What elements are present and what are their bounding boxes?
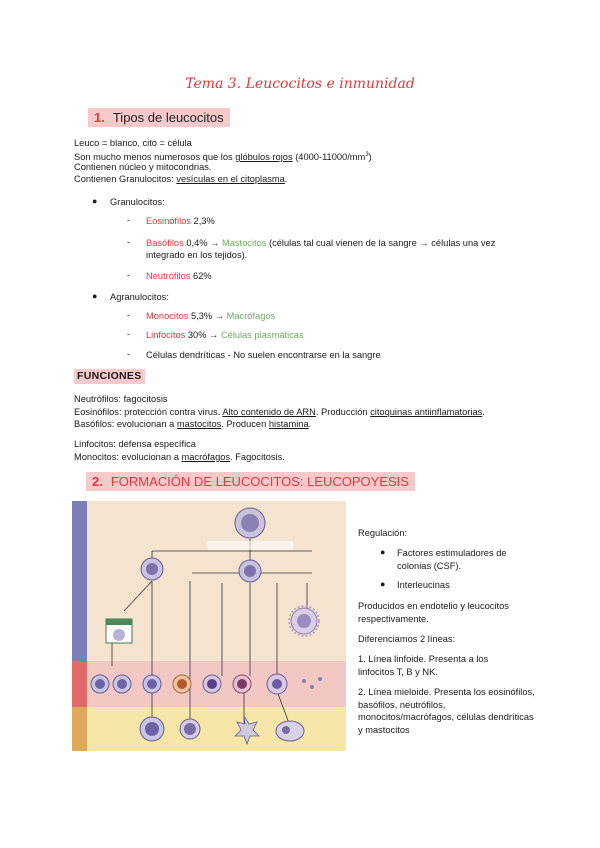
intro-globulos-rojos: glóbulos rojos (235, 152, 293, 163)
figure-diagram (72, 501, 346, 751)
bas-mid: . Producen (221, 419, 269, 429)
funcion-linfocitos: Linfocitos: defensa específica (74, 439, 196, 449)
intro-line-4-end: . (284, 174, 288, 184)
regulacion-diferenciamos: Diferenciamos 2 líneas: (358, 634, 456, 644)
funcion-monocitos (74, 451, 285, 464)
dash-marker: - (127, 329, 130, 339)
item-basofilos (146, 237, 495, 250)
dash-marker: - (127, 270, 130, 280)
item-neutrofilos (146, 270, 212, 283)
linfocitos-value: 30% → (185, 330, 221, 340)
eos-citoquinas: citoquinas antiinflamatorias (370, 407, 483, 417)
section-1-heading (88, 108, 230, 127)
bas-end: . (308, 419, 312, 429)
section-1-number: 1. (94, 110, 105, 125)
agranulocitos-label: Agranulocitos: (110, 292, 169, 302)
linea-mieloide: 2. Línea mieloide. Presenta los eosinófilos, basófilos, neutrófilos, monocitos/macrófagos, células dendríticas y mastocitos (358, 687, 535, 735)
funciones-heading: FUNCIONES (74, 369, 145, 384)
regulacion-label: Regulación: (358, 528, 408, 538)
item-monocitos (146, 310, 275, 323)
eos-mid: . Producción (315, 407, 371, 417)
intro-line-1: Leuco = blanco, cito = célula (74, 138, 192, 148)
basofilos-note-2: integrado en los tejidos). (146, 250, 248, 260)
bas-text: Basófilos: evolucionan a (74, 419, 177, 429)
eos-arn: Alto contenido de ARN (222, 407, 316, 417)
section-2-label: FORMACIÓN DE LEUCOCITOS: LEUCOPOYESIS (110, 474, 409, 489)
regulacion-csf: Factores estimuladores de colonias (CSF). (397, 548, 507, 571)
eos-text: Eosinófilos: protección contra virus. (74, 407, 223, 417)
neutrofilos-name: Neutrófilos (146, 271, 191, 281)
dash-marker: - (127, 215, 130, 225)
monocitos-value: 5,3% → (188, 311, 227, 321)
dash-marker: - (127, 237, 130, 247)
intro-line-2-end: ) (368, 152, 372, 163)
basofilos-note-1: (células tal cual vienen de la sangre → células una vez (266, 238, 496, 248)
dash-marker: - (127, 310, 130, 320)
item-celulas-dendriticas: Células dendríticas - No suelen encontrarse en la sangre (146, 350, 381, 360)
bas-mastocitos: mastocitos (176, 419, 222, 429)
bas-histamina: histamina (268, 419, 309, 429)
mastocitos-label: Mastocitos (221, 238, 267, 248)
intro-line-3: Contienen núcleo y mitocondrias. (74, 162, 212, 172)
section-2-number: 2. (92, 474, 103, 489)
bullet-dot: ● (92, 291, 98, 301)
celulas-plasmaticas-label: Células plasmáticas (220, 330, 304, 340)
mono-text: Monocitos: evolucionan a (74, 452, 182, 462)
intro-line-2-range: (4000-11000/mm (292, 152, 366, 163)
funcion-eosinofilos (74, 406, 485, 419)
mono-macrofagos: macrófagos (181, 452, 231, 462)
granulocitos-label: Granulocitos: (110, 197, 165, 207)
basofilos-name: Basófilos (146, 238, 184, 248)
linea-linfoide: 1. Línea linfoide. Presenta a los linfocitos T, B y NK. (358, 654, 489, 677)
eosinofilos-name: Eosinófilos (146, 216, 191, 226)
item-eosinofilos (146, 215, 215, 228)
regulacion-producidos: Producidos en endotelio y leucocitos respectivamente. (358, 601, 509, 624)
intro-superscript: 3 (365, 152, 369, 158)
mono-end: . Fagocitosis. (230, 452, 285, 462)
intro-vesiculas: vesículas en el citoplasma (176, 174, 285, 184)
regulacion-interleucinas: Interleucinas (397, 580, 450, 590)
funcion-neutrofilos: Neutrófilos: fagocitosis (74, 394, 168, 404)
dash-marker: - (127, 349, 130, 359)
item-linfocitos (146, 329, 304, 342)
intro-line-4-text: Contienen Granulocitos: (74, 174, 177, 184)
eos-end: . (482, 407, 485, 417)
leucopoyesis-figure (72, 501, 346, 751)
bullet-dot: ● (380, 579, 386, 589)
bullet-dot: ● (380, 547, 386, 557)
linfocitos-name: Linfocitos (146, 330, 186, 340)
macrofagos-label: Macrófagos (226, 311, 276, 321)
page-title: Tema 3. Leucocitos e inmunidad (185, 76, 415, 92)
eosinofilos-value: 2,3% (190, 216, 215, 226)
neutrofilos-value: 62% (190, 271, 212, 281)
funcion-basofilos (74, 418, 311, 431)
monocitos-name: Monocitos (146, 311, 189, 321)
basofilos-value: 0,4% → (183, 238, 222, 248)
intro-line-4 (74, 173, 287, 186)
section-2-heading (86, 472, 415, 491)
section-1-label: Tipos de leucocitos (112, 110, 224, 125)
intro-line-2-text: Son mucho menos numerosos que los (74, 152, 236, 163)
bullet-dot: ● (92, 196, 98, 206)
